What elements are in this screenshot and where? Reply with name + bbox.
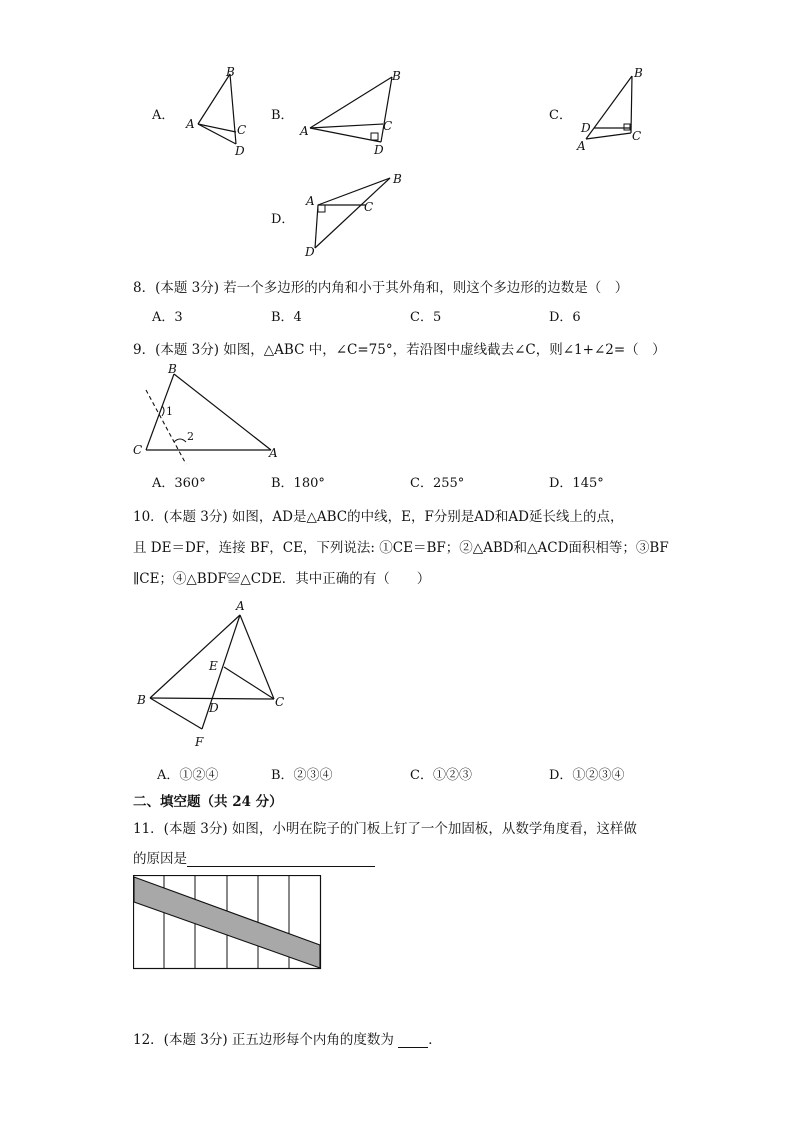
q7a-label-b: B: [226, 65, 235, 79]
q9-label-b: B: [168, 362, 177, 376]
q12-answer-blank[interactable]: [398, 1033, 428, 1048]
q9-angle-2: 2: [187, 430, 194, 443]
q7d-label-b: B: [393, 172, 402, 186]
q7-option-d-label[interactable]: D．: [271, 212, 295, 227]
q7-option-b-figure: [295, 62, 415, 162]
q10-label-b: B: [137, 693, 146, 707]
q7c-label-d: D: [581, 121, 591, 135]
q7d-label-c: C: [364, 200, 374, 214]
q10-stem-line1: 10．(本题 3分) 如图，AD是△ABC的中线，E，F分别是AD和AD延长线上的点，: [133, 509, 624, 525]
q7-option-b-label[interactable]: B．: [271, 108, 294, 123]
q9-triangle-figure: [128, 358, 288, 468]
q10-stem-line2: 且 DE＝DF，连接 BF，CE，下列说法: ①CE＝BF；②△ABD和△ACD面积相等；③BF: [133, 540, 669, 556]
q10-option-b[interactable]: B．②③④: [271, 768, 333, 783]
q10-label-f: F: [195, 735, 204, 749]
q7a-label-a: A: [186, 117, 195, 131]
q7-option-a-label[interactable]: A．: [152, 108, 175, 123]
q8-option-b[interactable]: B．4: [271, 310, 302, 325]
q7d-label-a: A: [306, 194, 315, 208]
q10-triangle-figure: [130, 595, 300, 755]
q7c-label-a: A: [577, 139, 586, 153]
q8-stem: 8．(本题 3分) 若一个多边形的内角和小于其外角和，则这个多边形的边数是（ ）: [133, 280, 629, 296]
q10-label-d: D: [209, 701, 219, 715]
q9-label-c: C: [133, 443, 143, 457]
q7-option-c-label[interactable]: C．: [549, 108, 572, 123]
q12-stem-text: 12．(本题 3分) 正五边形每个内角的度数为: [133, 1032, 394, 1048]
q8-option-a[interactable]: A．3: [152, 310, 183, 325]
q7-option-a-figure: [180, 62, 255, 162]
q7a-label-d: D: [235, 144, 245, 158]
q8-option-d[interactable]: D．6: [549, 310, 581, 325]
q7b-label-a: A: [300, 124, 309, 138]
q11-stem-text: 的原因是: [133, 851, 187, 867]
q7-option-c-figure: [572, 62, 652, 157]
q7b-label-c: C: [383, 119, 393, 133]
q8-option-c[interactable]: C．5: [410, 310, 442, 325]
q9-option-b[interactable]: B．180°: [271, 476, 325, 491]
q11-door-figure: [133, 875, 323, 971]
q9-angle-1: 1: [166, 405, 173, 418]
q7b-label-b: B: [392, 69, 401, 83]
q10-option-d[interactable]: D．①②③④: [549, 768, 625, 783]
q11-answer-blank[interactable]: [187, 852, 375, 867]
q11-stem-line1: 11．(本题 3分) 如图，小明在院子的门板上钉了一个加固板，从数学角度看，这样做: [133, 821, 637, 837]
q7c-label-c: C: [632, 129, 642, 143]
q7d-label-d: D: [305, 245, 315, 259]
q11-stem-line2: [133, 847, 375, 867]
q9-option-a[interactable]: A．360°: [152, 476, 206, 491]
q10-label-a: A: [236, 599, 245, 613]
section-fill-in-title: 二、填空题（共 24 分）: [133, 794, 283, 810]
q10-stem-line3: ∥CE；④△BDF≌△CDE．其中正确的有（ ）: [133, 571, 431, 587]
q9-option-d[interactable]: D．145°: [549, 476, 604, 491]
q10-label-c: C: [275, 695, 285, 709]
q10-option-a[interactable]: A．①②④: [157, 768, 219, 783]
q12-stem-line: [133, 1028, 442, 1048]
q10-label-e: E: [209, 659, 218, 673]
q7c-label-b: B: [634, 66, 643, 80]
q10-option-c[interactable]: C．①②③: [410, 768, 472, 783]
q7b-label-d: D: [374, 143, 384, 157]
q7-option-d-figure: [300, 168, 410, 260]
q9-label-a: A: [269, 446, 278, 460]
q9-option-c[interactable]: C．255°: [410, 476, 465, 491]
q9-stem: 9．(本题 3分) 如图，△ABC 中，∠C=75°，若沿图中虚线截去∠C，则∠1+∠2=（ ）: [133, 342, 666, 358]
q7a-label-c: C: [237, 123, 247, 137]
q12-stem-end: ．: [428, 1032, 442, 1048]
